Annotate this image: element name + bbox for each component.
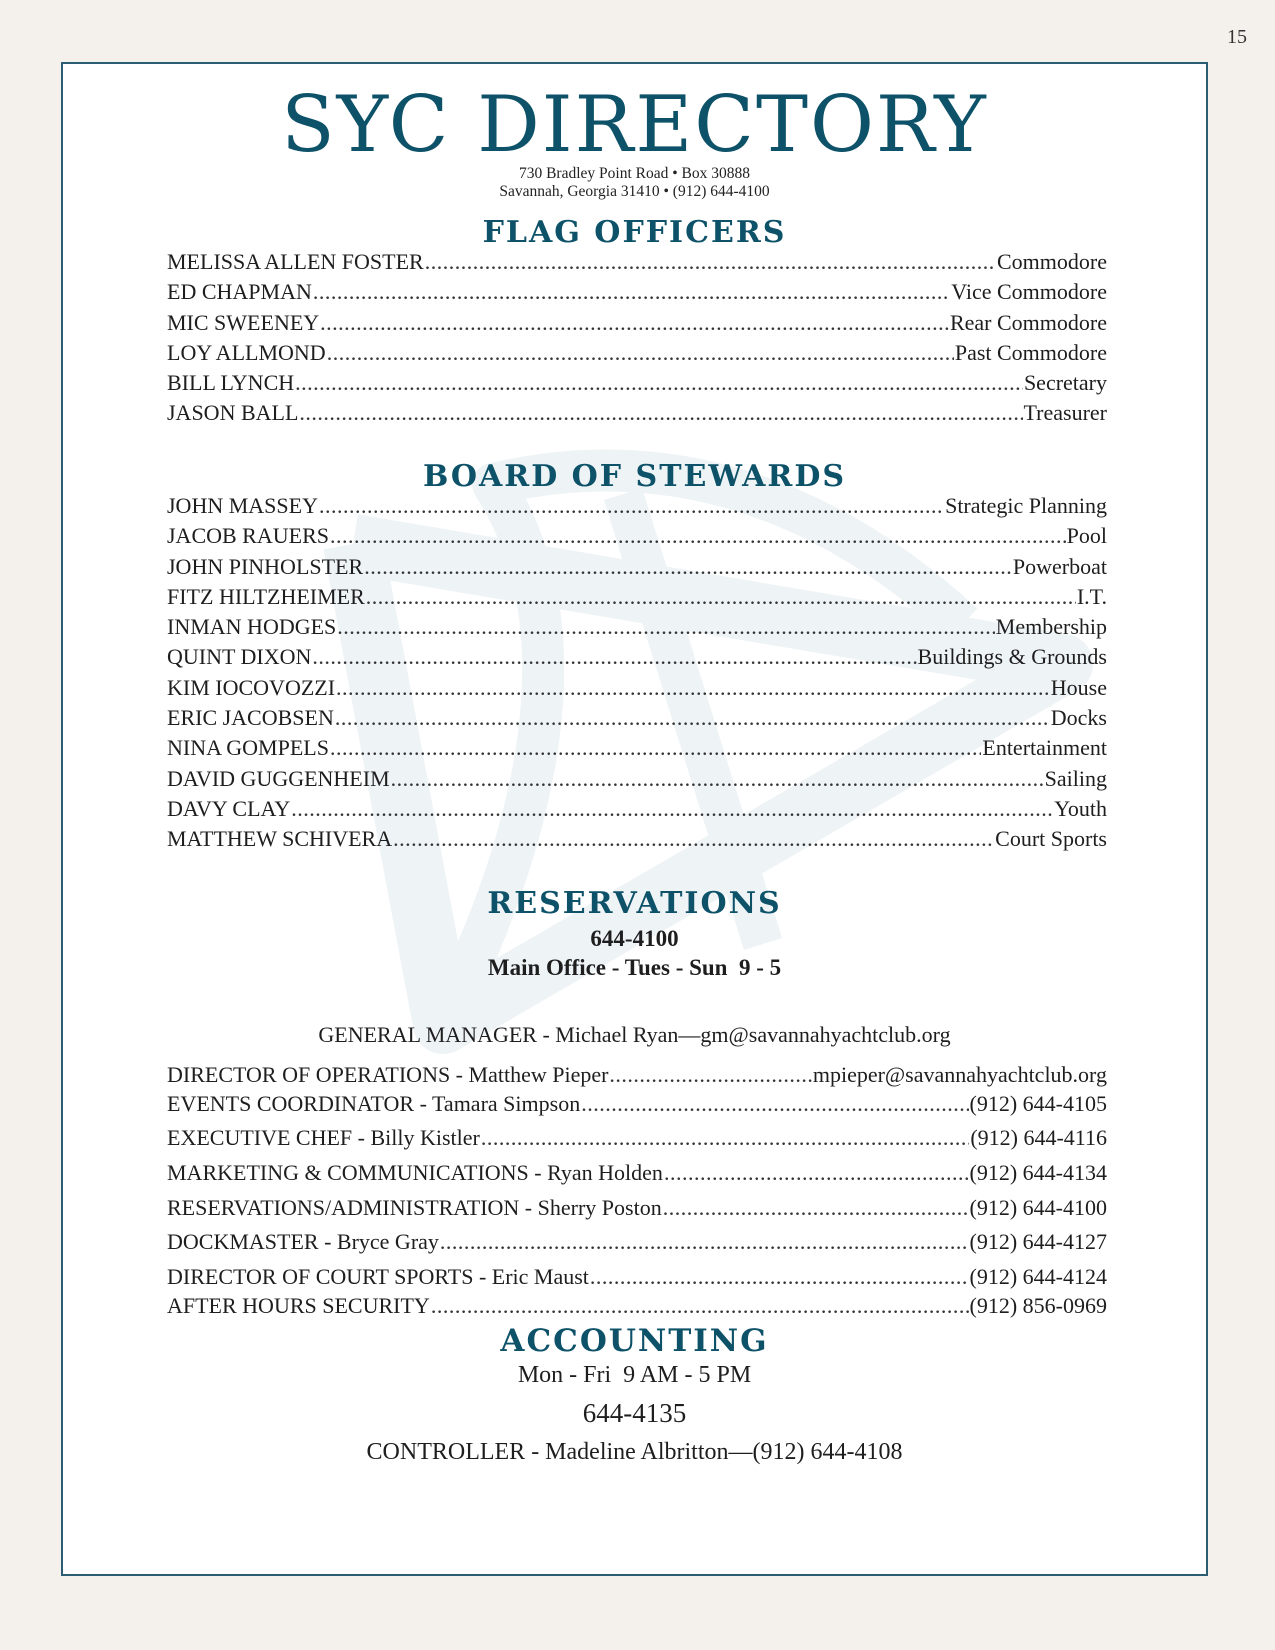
- staff-name: DIRECTOR OF OPERATIONS - Matthew Pieper: [167, 1062, 609, 1087]
- staff-list: [167, 1060, 1107, 1321]
- steward-role: Entertainment: [982, 735, 1107, 761]
- staff-name: EXECUTIVE CHEF - Billy Kistler: [167, 1125, 480, 1150]
- reservations-phone: 644-4100: [590, 926, 679, 951]
- officer-name: MELISSA ALLEN FOSTER: [167, 249, 424, 274]
- list-item: [167, 673, 1107, 703]
- steward-role: I.T.: [1076, 583, 1107, 609]
- reservations-heading: RESERVATIONS: [487, 886, 782, 921]
- steward-role: Docks: [1050, 705, 1107, 731]
- officer-role: Vice Commodore: [951, 279, 1107, 305]
- accounting-hours: Mon - Fri 9 AM - 5 PM: [517, 1362, 752, 1388]
- officer-role: Past Commodore: [954, 339, 1107, 365]
- staff-contact: (912) 644-4124: [969, 1264, 1107, 1289]
- officer-name: LOY ALLMOND: [167, 339, 326, 365]
- staff-contact: (912) 644-4134: [969, 1160, 1107, 1185]
- page-number: 15: [1227, 26, 1247, 48]
- steward-name: JOHN MASSEY: [167, 493, 318, 518]
- list-item: [167, 1193, 1107, 1227]
- reservations-hours: Main Office - Tues - Sun 9 - 5: [487, 955, 782, 980]
- list-item: [167, 1262, 1107, 1291]
- steward-name: DAVY CLAY: [167, 795, 291, 821]
- steward-name: JOHN PINHOLSTER: [167, 553, 364, 579]
- officer-name: ED CHAPMAN: [167, 279, 312, 305]
- steward-role: Court Sports: [995, 826, 1107, 852]
- staff-contact: (912) 644-4100: [969, 1195, 1107, 1220]
- steward-name: DAVID GUGGENHEIM: [167, 765, 390, 791]
- steward-name: KIM IOCOVOZZI: [167, 674, 336, 700]
- list-item: [167, 764, 1107, 794]
- steward-name: FITZ HILTZHEIMER: [167, 583, 365, 609]
- steward-name: NINA GOMPELS: [167, 735, 329, 761]
- staff-name: DOCKMASTER - Bryce Gray: [167, 1229, 439, 1254]
- general-manager: GENERAL MANAGER - Michael Ryan—gm@savannahyachtclub.org: [318, 1022, 951, 1047]
- steward-role: Youth: [1054, 795, 1107, 821]
- staff-name: RESERVATIONS/ADMINISTRATION - Sherry Poston: [167, 1195, 662, 1220]
- list-item: [167, 552, 1107, 582]
- list-item: [167, 1227, 1107, 1262]
- list-item: [167, 824, 1107, 854]
- officer-name: JASON BALL: [167, 400, 299, 426]
- list-item: [167, 1291, 1107, 1321]
- staff-contact: (912) 644-4116: [970, 1125, 1107, 1150]
- list-item: [167, 642, 1107, 672]
- steward-role: Powerboat: [1012, 553, 1107, 579]
- steward-name: QUINT DIXON: [167, 644, 312, 670]
- steward-role: Strategic Planning: [945, 493, 1107, 518]
- staff-name: EVENTS COORDINATOR - Tamara Simpson: [167, 1091, 581, 1116]
- list-item: [167, 1158, 1107, 1193]
- officer-role: Rear Commodore: [949, 309, 1107, 335]
- address-line-2: Savannah, Georgia 31410 • (912) 644-4100: [499, 183, 770, 200]
- officer-role: Commodore: [997, 249, 1107, 274]
- officer-name: BILL LYNCH: [167, 370, 295, 396]
- list-item: [167, 794, 1107, 824]
- steward-name: ERIC JACOBSEN: [167, 705, 334, 731]
- list-item: [167, 1123, 1107, 1158]
- list-item: [167, 1060, 1107, 1089]
- staff-contact: (912) 644-4105: [969, 1091, 1107, 1116]
- board-of-stewards-list: [167, 491, 1107, 855]
- list-item: [167, 247, 1107, 277]
- list-item: [167, 582, 1107, 612]
- officer-role: Treasurer: [1023, 400, 1107, 426]
- steward-name: INMAN HODGES: [167, 614, 337, 640]
- list-item: [167, 338, 1107, 368]
- page-title: SYC DIRECTORY: [281, 80, 988, 170]
- staff-contact: (912) 856-0969: [969, 1293, 1107, 1318]
- flag-officers-list: [167, 247, 1107, 429]
- accounting-heading: ACCOUNTING: [500, 1323, 769, 1359]
- flag-officers-heading: FLAG OFFICERS: [482, 215, 787, 250]
- address-line-1: 730 Bradley Point Road • Box 30888: [518, 165, 751, 182]
- controller: CONTROLLER - Madeline Albritton—(912) 644-4108: [366, 1439, 903, 1465]
- directory-card: [61, 62, 1208, 1576]
- steward-name: JACOB RAUERS: [167, 523, 329, 549]
- officer-name: MIC SWEENEY: [167, 309, 320, 335]
- staff-name: DIRECTOR OF COURT SPORTS - Eric Maust: [167, 1264, 589, 1289]
- steward-role: House: [1050, 674, 1107, 700]
- list-item: [167, 491, 1107, 521]
- list-item: [167, 368, 1107, 398]
- steward-role: Buildings & Grounds: [917, 644, 1107, 670]
- officer-role: Secretary: [1023, 370, 1107, 396]
- list-item: [167, 612, 1107, 642]
- steward-role: Pool: [1066, 523, 1107, 549]
- steward-name: MATTHEW SCHIVERA: [167, 826, 393, 852]
- staff-name: MARKETING & COMMUNICATIONS - Ryan Holden: [167, 1160, 663, 1185]
- list-item: [167, 308, 1107, 338]
- list-item: [167, 277, 1107, 307]
- steward-role: Sailing: [1044, 765, 1107, 791]
- staff-contact: (912) 644-4127: [969, 1229, 1107, 1254]
- list-item: [167, 398, 1107, 428]
- staff-contact: mpieper@savannahyachtclub.org: [812, 1062, 1107, 1087]
- accounting-phone: 644-4135: [582, 1398, 687, 1428]
- list-item: [167, 521, 1107, 551]
- board-of-stewards-heading: BOARD OF STEWARDS: [422, 459, 847, 494]
- staff-name: AFTER HOURS SECURITY: [167, 1293, 430, 1318]
- list-item: [167, 1089, 1107, 1123]
- list-item: [167, 703, 1107, 733]
- list-item: [167, 733, 1107, 763]
- steward-role: Membership: [995, 614, 1107, 640]
